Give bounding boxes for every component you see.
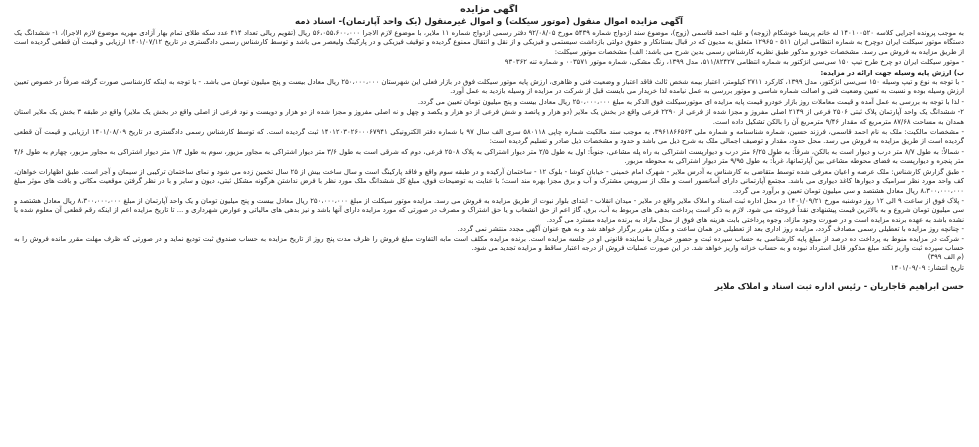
reference-number: (م الف ۳۹۹) bbox=[927, 253, 964, 262]
publish-date-line bbox=[14, 263, 964, 274]
intro-paragraph: به موجب پرونده اجرایی کلاسه ۱۴۰۱۰۰۵۲۰ له خانم پریسا خوشکام (زوجه) و علیه احمد قاسمی (زوج)، موضوع سند ازدواج شماره ۵۴۳۹ مورخ ۹۲/۰۸/۰۵ دفتر رسمی ازدواج شماره ۱۱ ملایر، با موضوع لازم الاجرا ۵۶،۰۵۵،۶۰۰،۰۰۰ ریال (تقویم ریالی تعداد ۴۱۴ عدد سکه طلای تمام بهار آزادی مهریه موضوع لازم الاجرا)، ۱- ششدانگ یک دستگاه موتور سیکلت ایران دوچرخ به شماره انتظامی ایران ۵۱۱ - ۱۲۹۶۵ متعلق به مدیون که در قبال بستانکار و حقوق دولتی بازداشت سیستمی و فیزیکی و از نقل و انتقال ممنوع گردیده و توقیف فیزیکی و در پارکینگ ولیعصر می باشد و توسط کارشناس رسمی دادگستری در تاریخ ۱۴۰۱/۰۷/۱۲ ارزیابی و قیمت آن قطعی گردیده است از طریق مزایده به فروش می رسد. مشخصات خودرو مذکور طبق نظریه کارشناس رسمی بدین شرح می باشد: الف) مشخصات موتور سیکلت: bbox=[14, 29, 964, 56]
publish-date-value: ۱۴۰۱/۰۹/۰۹ bbox=[890, 263, 926, 272]
condition-heading: ب) ارزش پایه وسیله جهت ارائه در مزایده: bbox=[820, 68, 964, 77]
expert-opinion: - طبق گزارش کارشناس: ملک عرصه و اعیان معرفی شده توسط متقاضی به کارشناس به آدرس ملایر - شهرک امام خمینی - خیابان کوشا - بلوک ۱۲ - ساختمان آرکیده و در طبقه سوم واقع و فاقد پارکینگ است و سال ساخت بیش از ۲۵ سال تخمین زده می شود و نمای ساختمان ترکیبی از سیمان و آجر است. طبق اظهارات خواهان، کف واحد مورد نظر سرامیک و دیوارها کاغذ دیواری می باشد. مجتمع آپارتمانی دارای آسانسور است و ملک از سرویس مشترک و آب و برق مجزا بهره مند است؛ با عنایت به توضیحات فوق، مبلغ کل ششدانگ ملک مورد نظر با فرض نداشتن هرگونه مشکل ثبتی، دیون و سایر و با در نظر گرفتن موقعیت مکانی و بافت های موثر مبلغ ۸،۳۰۰،۰۰۰،۰۰۰ ریال معادل هشتصد و سی میلیون تومان تعیین و برآورد می گردد. bbox=[14, 167, 964, 195]
auction-date: - پلاک فوق از ساعت ۹ الی ۱۲ روز دوشنبه مورخ ۱۴۰۱/۰۹/۲۱ در محل اداره ثبت اسناد و املاک ملایر واقع در ملایر - میدان انقلاب - ابتدای بلوار نبوت از طریق مزایده به فروش می رسد. مزایده موتور سیکلت از مبلغ ۲۵۰،۰۰۰،۰۰۰ ریال معادل بیست و پنج میلیون تومان و یک واحد آپارتمان از مبلغ ۸،۳۰۰،۰۰۰،۰۰۰ ریال معادل هشتصد و سی میلیون تومان شروع و به بالاترین قیمت پیشنهادی نقداً فروخته می شود. لازم به ذکر است پرداخت بدهی های مربوط به آب، برق، گاز اعم از حق انشعاب و یا حق اشتراک و مصرف در صورتی که مورد مزایده دارای آنها باشد و نیز بدهی های مالیاتی و عوارض شهرداری و ... تا تاریخ مزایده اعم از اینکه رقم قطعی آن معلوم شده یا نشده باشد به عهده برنده مزایده است و در صورت وجود مازاد، وجوه پرداختی بابت هزینه های فوق از محل مازاد به برنده مزایده مسترد می گردد. bbox=[14, 196, 964, 224]
notice-title: آگهی مزایده bbox=[460, 4, 518, 15]
notice-subtitle: آگهی مزایده اموال منقول (موتور سیکلت) و اموال غیرمنقول (یک واحد آپارتمان)- اسناد ذمه bbox=[295, 17, 683, 27]
motorcycle-spec: - موتور سیکلت ایران دو چرخ طرح تیپ ۱۵۰ سی‌سی انژکتور به شماره انتظامی ۵۱۱/۸۲۴۲۷، مدل ۱۳۹۹، رنگ مشکی، شماره موتور ۰۰۳۵۷۱ و شماره تنه ۹۳۰۳۶۲ bbox=[504, 58, 964, 67]
boundaries: - شمالاً: به طول ۸/۷ متر درب و دیوار است به بالکن، شرقاً: به طول ۶/۲۵ متر درب و دیوارپست اشتراکی به راه پله مشاعی، جنوباً: اول به طول ۲/۵ متر دیوار اشتراکی به پلاک ۲۵۰۸ فرعی، دوم که شرقی است به طول ۳/۶ متر دیوار اشتراکی به مجاور مزبور، سوم به طول ۱/۴ متر دیوار اشتراکی به مجاور مزبور، چهارم به طول ۴/۶ متر پنجره و دیوارپست به فضای محوطه مشاعی بین آپارتمانها، غرباً: به طول ۹/۹۵ متر دیوار اشتراکی به محوطه مزبور. bbox=[14, 147, 964, 166]
ownership-details: - مشخصات مالکیت: ملک به نام احمد قاسمی، فرزند حسین، شماره شناسنامه و شماره ملی ۳۹۶۱۸۶۶۵۶۳، به موجب سند مالکیت شماره چاپی ۵۸۰۱۱۸ سری الف سال ۹۷ با شماره دفتر الکترونیکی ۱۴۰۱۲۰۳۰۲۶۰۰۰۶۷۹۴۱ ثبت گردیده است. که توسط کارشناس رسمی دادگستری در تاریخ ۱۴۰۱/۰۸/۰۹ ارزیابی و قیمت آن قطعی گردیده است از طریق مزایده به فروش می رسد. محل حدود، مقدار و توصیف اجمالی ملک به شرح ذیل می باشد و حدود و مشخصات ذیل صادر و تسلیم گردیده است: bbox=[14, 128, 964, 146]
holiday-note: - چنانچه روز مزایده با تعطیلی رسمی مصادف گردد، مزایده روز اداری بعد از تعطیلی در همان ساعت و مکان مقرر برگزار خواهد شد و به هیچ عنوان آگهی مجدد منتشر نمی گردد. bbox=[457, 225, 964, 234]
publish-date-label: تاریخ انتشار: bbox=[927, 263, 964, 272]
base-price: - لذا با توجه به بررسی به عمل آمده و قیمت معاملات روز بازار خودرو قیمت پایه مزایده ای موتورسیکلت فوق الذکر به مبلغ ۲۵۰،۰۰۰،۰۰۰ ریال معادل بیست و پنج میلیون تومان تعیین می گردد. bbox=[417, 97, 964, 106]
auction-notice bbox=[14, 4, 964, 443]
deposit-note: - شرکت در مزایده منوط به پرداخت ده درصد از مبلغ پایه کارشناسی به حساب سپرده ثبت و حضور خریدار یا نماینده قانونی او در جلسه مزایده است. برنده مزایده مکلف است مابه التفاوت مبلغ فروش را ظرف مدت پنج روز از تاریخ مزایده به حساب صندوق ثبت تودیع نماید و در صورتی که ظرف مهلت مقرر مانده فروش را به حساب سپرده ثبت واریز نکند مبلغ مذکور قابل استرداد نبوده و به حساب خزانه واریز خواهد شد. در این صورت عملیات فروش از درجه اعتبار ساقط و مزایده تجدید می شود. bbox=[14, 234, 964, 252]
apartment-intro: ۲- ششدانگ یک واحد آپارتمان پلاک ثبتی ۲۵۰۶ فرعی از ۲۱۴۹ اصلی مفروز و مجزا شده از فرعی از ۲۲۹۰ فرعی واقع در بخش یک ملایر (دو هزار و پانصد و شش فرعی از دو هزار و یکصد و چهل و نه اصلی مفروز و مجزا شده از دو هزار و دویست و نود فرعی از اصلی واقع در بخش یک ملایر) واقع در طبقه ۳ بخش یک ملایر استان همدان به مساحت ۸۷/۶۸ مترمربع که مقدار ۹/۴۶ مترمربع آن را بالکن تشکیل داده است. bbox=[14, 108, 964, 126]
signature: حسن ابراهیم قاجاریان - رئیس اداره ثبت اسناد و املاک ملایر bbox=[714, 280, 964, 291]
condition-text: - با توجه به نوع و تیپ وسیله ۱۵۰ سی‌سی انژکتور، مدل ۱۳۹۹، کارکرد ۲۷۱۱ کیلومتر، اعتبار بیمه شخص ثالث فاقد اعتبار و وضعیت فنی و ظاهری، ارزش پایه موتور سیکلت فوق در بازار فعلی این شهرستان ۲۵۰،۰۰۰،۰۰۰ ریال معادل بیست و پنج میلیون تومان می باشد. - با توجه به اینکه کارشناسی صورت گرفته صرفاً در خصوص تعیین ارزش وسیله بوده و نسبت به تعیین وضعیت فنی و اصالت شماره شاسی و موتور بررسی به عمل نیامده لذا خریدار می بایست قبل از شرکت در مزایده از وسیله بازدید به عمل آورد. bbox=[14, 78, 964, 96]
